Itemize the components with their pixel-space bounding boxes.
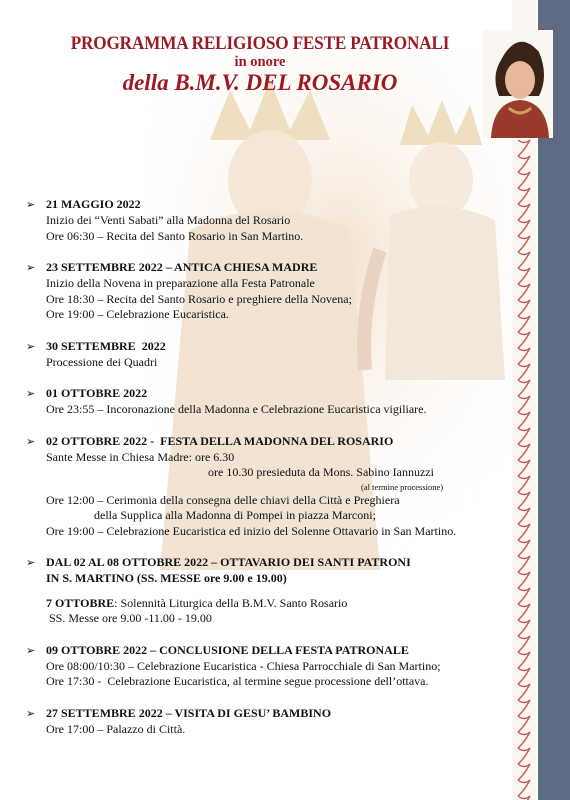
section-line: Ore 23:55 – Incoronazione della Madonna e Celebrazione Eucaristica vigiliare. [46,402,427,416]
section-line: ore 10.30 presieduta da Mons. Sabino Iannuzzi [208,465,434,479]
section-line: Sante Messe in Chiesa Madre: ore 6.30 [46,449,235,464]
subsection-text: : Solennità Liturgica della B.M.V. Santo Rosario [114,595,348,610]
arrow-bullet-icon: ➢ [26,644,36,657]
section-title: 27 SETTEMBRE 2022 – VISITA DI GESU’ BAMBINO [46,705,332,720]
section-line: SS. Messe ore 9.00 -11.00 - 19.00 [46,611,212,625]
arrow-bullet-icon: ➢ [26,262,36,274]
section-line: Processione dei Quadri [46,354,158,369]
subsection-date: 7 OTTOBRE [46,595,115,610]
programme-section [26,434,496,540]
section-line: Inizio della Novena in preparazione alla Festa Patronale [46,276,315,290]
section-line: Ore 06:30 – Recita del Santo Rosario in San Martino. [46,228,304,243]
poster-dedication: della B.M.V. DEL ROSARIO [122,70,398,95]
programme-section [26,706,496,738]
section-line: Ore 17:30 - Celebrazione Eucaristica, al termine segue processione dell’ottava. [46,674,429,688]
programme-section [26,643,496,690]
poster-title: PROGRAMMA RELIGIOSO FESTE PATRONALI [70,34,450,54]
section-line: Inizio dei “Venti Sabati” alla Madonna del Rosario [46,213,291,227]
programme-section [26,197,496,244]
section-line: Ore 18:30 – Recita del Santo Rosario e preghiere della Novena; [46,291,352,306]
arrow-bullet-icon: ➢ [26,557,36,569]
arrow-bullet-icon: ➢ [26,388,36,400]
programme-section [26,386,496,418]
section-line: della Supplica alla Madonna di Pompei in piazza Marconi; [94,508,376,522]
section-title: 02 OTTOBRE 2022 - FESTA DELLA MADONNA DEL ROSARIO [46,433,394,448]
arrow-bullet-icon: ➢ [26,435,36,448]
programme-section [26,339,496,371]
section-line: Ore 19:00 – Celebrazione Eucaristica ed inizio del Solenne Ottavario in San Martino. [46,523,457,538]
programme-list [26,197,496,737]
programme-section [26,260,496,323]
section-title: 01 OTTOBRE 2022 [46,386,148,400]
programme-section [26,555,496,627]
arrow-bullet-icon: ➢ [26,707,36,720]
section-title: 21 MAGGIO 2022 [46,197,141,211]
poster-header [0,34,520,96]
section-line: Ore 17:00 – Palazzo di Città. [46,721,186,736]
section-title: 30 SETTEMBRE 2022 [46,338,166,353]
section-line: Ore 12:00 – Cerimonia della consegna delle chiavi della Città e Preghiera [46,492,400,507]
section-note: (al termine processione) [361,481,444,492]
section-title: 23 SETTEMBRE 2022 – ANTICA CHIESA MADRE [46,260,318,274]
subsection-heading [46,596,496,612]
arrow-bullet-icon: ➢ [26,340,36,353]
section-title: 09 OTTOBRE 2022 – CONCLUSIONE DELLA FESTA PATRONALE [46,642,409,657]
section-title-continued: IN S. MARTINO (SS. MESSE ore 9.00 e 19.00) [46,571,287,585]
poster-subtitle: in onore [234,54,286,70]
arrow-bullet-icon: ➢ [26,199,36,211]
section-line: Ore 19:00 – Celebrazione Eucaristica. [46,307,229,321]
section-title: DAL 02 AL 08 OTTOBRE 2022 – OTTAVARIO DEI SANTI PATRONI [46,555,411,569]
section-line: Ore 08:00/10:30 – Celebrazione Eucaristica - Chiesa Parrocchiale di San Martino; [46,658,441,673]
